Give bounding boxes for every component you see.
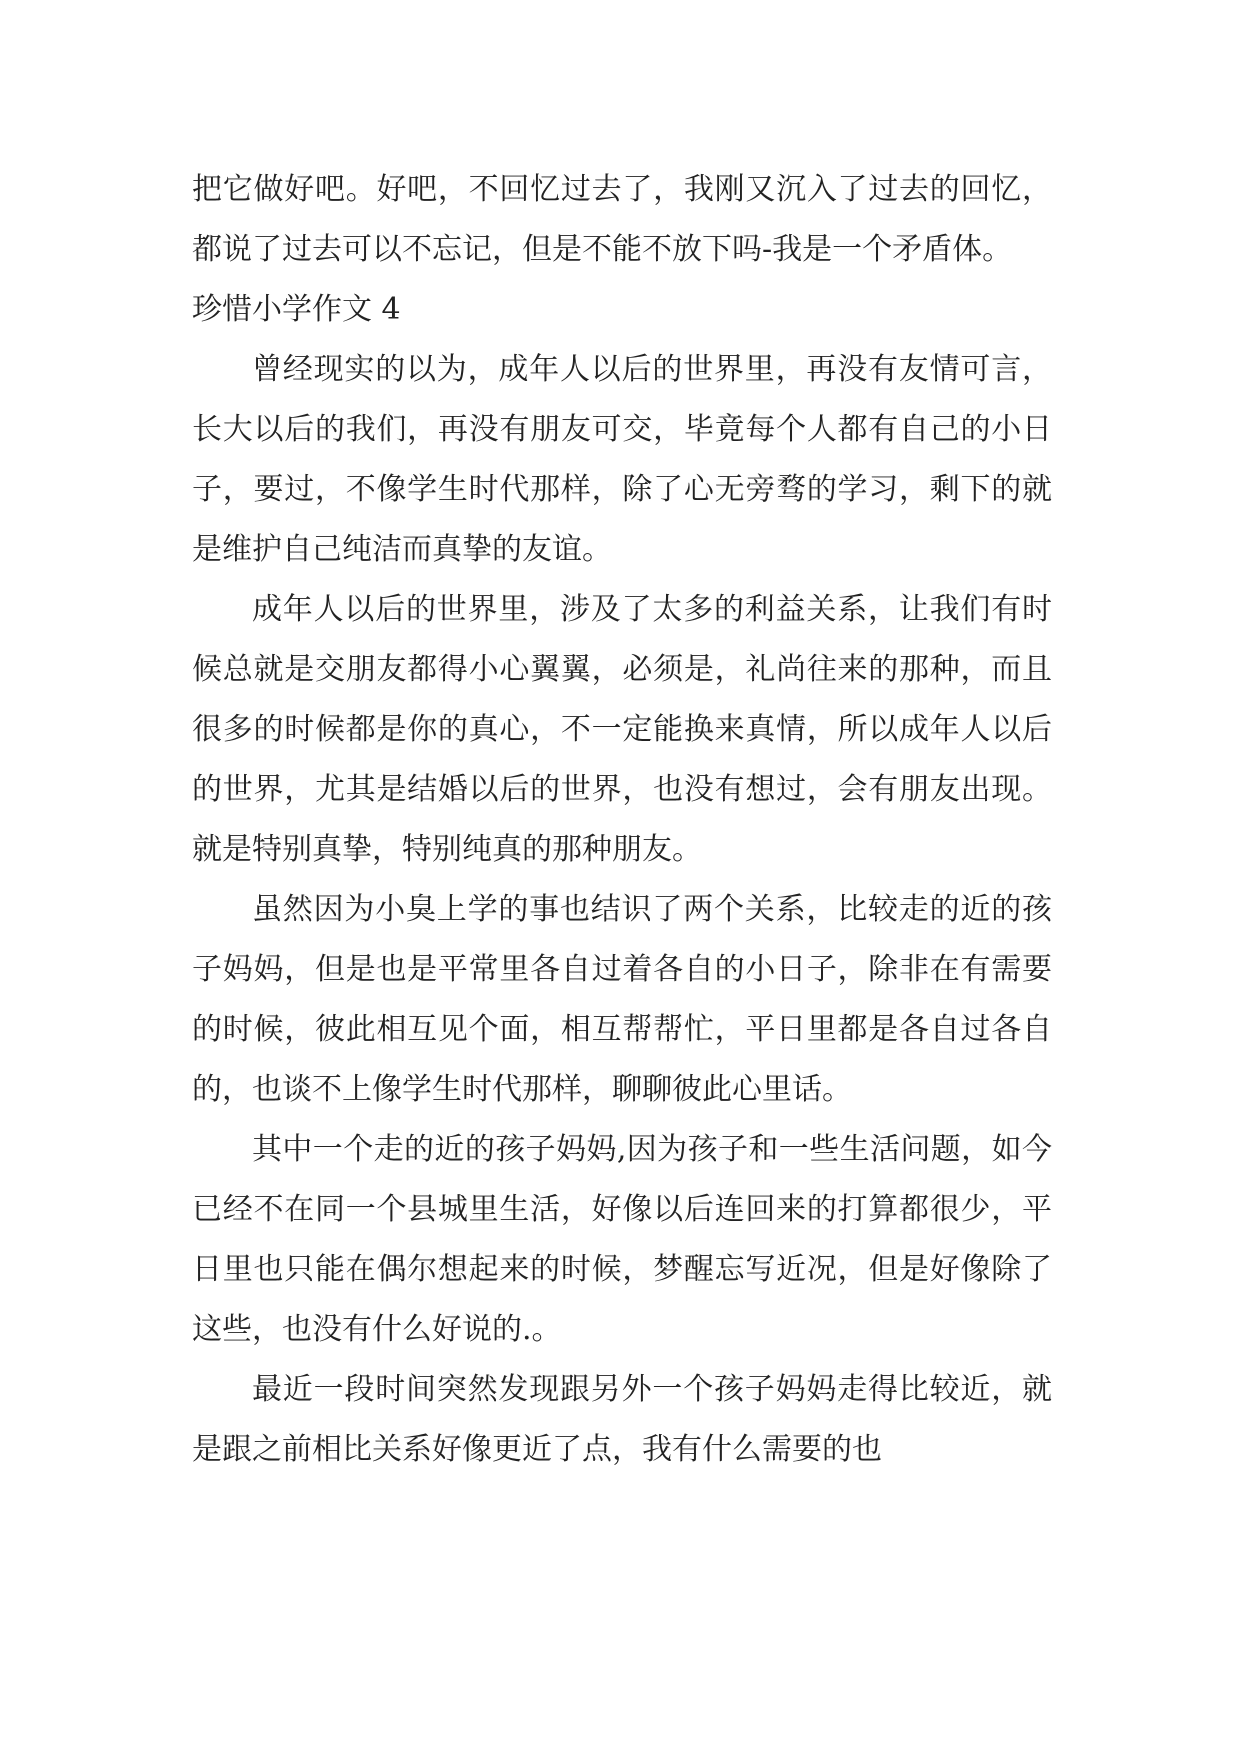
paragraph: 虽然因为小臭上学的事也结识了两个关系，比较走的近的孩子妈妈，但是也是平常里各自过着各自的小日子，除非在有需要的时候，彼此相互见个面，相互帮帮忙，平日里都是各自过各自的，也谈不上像学生时代那样，聊聊彼此心里话。 [192, 892, 1052, 1107]
paragraph: 其中一个走的近的孩子妈妈,因为孩子和一些生活问题，如今已经不在同一个县城里生活，好像以后连回来的打算都很少，平日里也只能在偶尔想起来的时候，梦醒忘写近况，但是好像除了这些，也没有什么好说的.。 [192, 1132, 1052, 1347]
document-body [192, 160, 1052, 1480]
section-heading: 珍惜小学作文 4 [192, 292, 401, 327]
paragraph: 最近一段时间突然发现跟另外一个孩子妈妈走得比较近，就是跟之前相比关系好像更近了点，我有什么需要的也 [192, 1372, 1052, 1467]
paragraph: 把它做好吧。好吧，不回忆过去了，我刚又沉入了过去的回忆，都说了过去可以不忘记，但是不能不放下吗-我是一个矛盾体。 [192, 172, 1052, 267]
paragraph: 曾经现实的以为，成年人以后的世界里，再没有友情可言，长大以后的我们，再没有朋友可交，毕竟每个人都有自己的小日子，要过，不像学生时代那样，除了心无旁骛的学习，剩下的就是维护自己纯洁而真挚的友谊。 [192, 352, 1052, 567]
paragraph: 成年人以后的世界里，涉及了太多的利益关系，让我们有时候总就是交朋友都得小心翼翼，必须是，礼尚往来的那种，而且很多的时候都是你的真心，不一定能换来真情，所以成年人以后的世界，尤其是结婚以后的世界，也没有想过，会有朋友出现。就是特别真挚，特别纯真的那种朋友。 [192, 592, 1052, 867]
